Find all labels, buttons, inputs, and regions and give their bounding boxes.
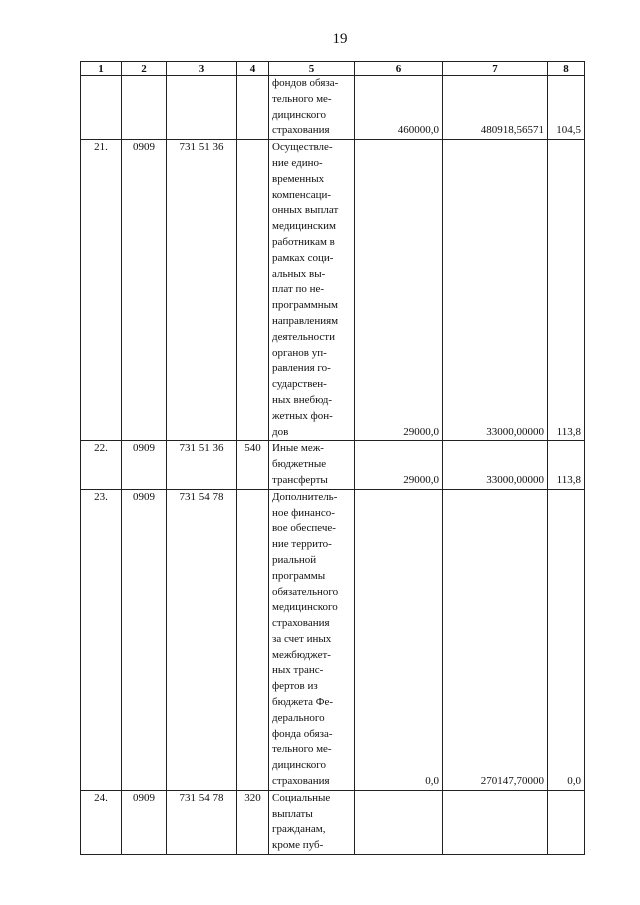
target-code: 731 51 36 xyxy=(167,441,237,489)
percent-executed: 0,0 xyxy=(548,489,585,790)
row-number xyxy=(81,76,122,140)
header-col-3: 3 xyxy=(167,62,237,76)
percent-executed xyxy=(548,790,585,854)
actual-amount xyxy=(443,790,548,854)
section-code xyxy=(122,76,167,140)
actual-amount: 33000,00000 xyxy=(443,441,548,489)
expense-type xyxy=(237,140,269,441)
header-col-4: 4 xyxy=(237,62,269,76)
planned-amount: 0,0 xyxy=(355,489,443,790)
item-description: фондов обяза- тельного ме- дицинского страхования xyxy=(269,76,355,140)
header-col-1: 1 xyxy=(81,62,122,76)
row-number: 21. xyxy=(81,140,122,441)
table-row xyxy=(81,140,585,441)
item-description: Иные меж- бюджетные трансферты xyxy=(269,441,355,489)
row-number: 24. xyxy=(81,790,122,854)
header-col-7: 7 xyxy=(443,62,548,76)
percent-executed: 113,8 xyxy=(548,441,585,489)
row-number: 23. xyxy=(81,489,122,790)
header-col-5: 5 xyxy=(269,62,355,76)
actual-amount: 480918,56571 xyxy=(443,76,548,140)
section-code: 0909 xyxy=(122,489,167,790)
header-row xyxy=(81,62,585,76)
page-number: 19 xyxy=(332,31,348,47)
actual-amount: 270147,70000 xyxy=(443,489,548,790)
expense-type: 320 xyxy=(237,790,269,854)
section-code: 0909 xyxy=(122,441,167,489)
section-code: 0909 xyxy=(122,790,167,854)
section-code: 0909 xyxy=(122,140,167,441)
header-col-2: 2 xyxy=(122,62,167,76)
percent-executed: 104,5 xyxy=(548,76,585,140)
table-row xyxy=(81,441,585,489)
row-number: 22. xyxy=(81,441,122,489)
item-description: Осуществле- ние едино- временных компенсаци- онных выплат медицинским работникам в рамках соци- альных вы- плат по не- программным направлениям деятельности органов уп- равления го- сударствен- ных внебюд- жетных фон- дов xyxy=(269,140,355,441)
planned-amount: 460000,0 xyxy=(355,76,443,140)
item-description: Дополнитель- ное финансо- вое обеспече- ние террито- риальной программы обязательного медицинского страхования за счет иных межбюджет- ных транс- фертов из бюджета Фе- дерального фонда обяза- тельного ме- дицинского страхования xyxy=(269,489,355,790)
expense-type xyxy=(237,76,269,140)
table-row xyxy=(81,790,585,854)
budget-table xyxy=(80,61,585,855)
target-code: 731 54 78 xyxy=(167,790,237,854)
target-code xyxy=(167,76,237,140)
table-row xyxy=(81,76,585,140)
target-code: 731 51 36 xyxy=(167,140,237,441)
percent-executed: 113,8 xyxy=(548,140,585,441)
header-col-6: 6 xyxy=(355,62,443,76)
item-description: Социальные выплаты гражданам, кроме пуб- xyxy=(269,790,355,854)
expense-type: 540 xyxy=(237,441,269,489)
target-code: 731 54 78 xyxy=(167,489,237,790)
table-row xyxy=(81,489,585,790)
planned-amount: 29000,0 xyxy=(355,140,443,441)
header-col-8: 8 xyxy=(548,62,585,76)
actual-amount: 33000,00000 xyxy=(443,140,548,441)
expense-type xyxy=(237,489,269,790)
planned-amount: 29000,0 xyxy=(355,441,443,489)
planned-amount xyxy=(355,790,443,854)
